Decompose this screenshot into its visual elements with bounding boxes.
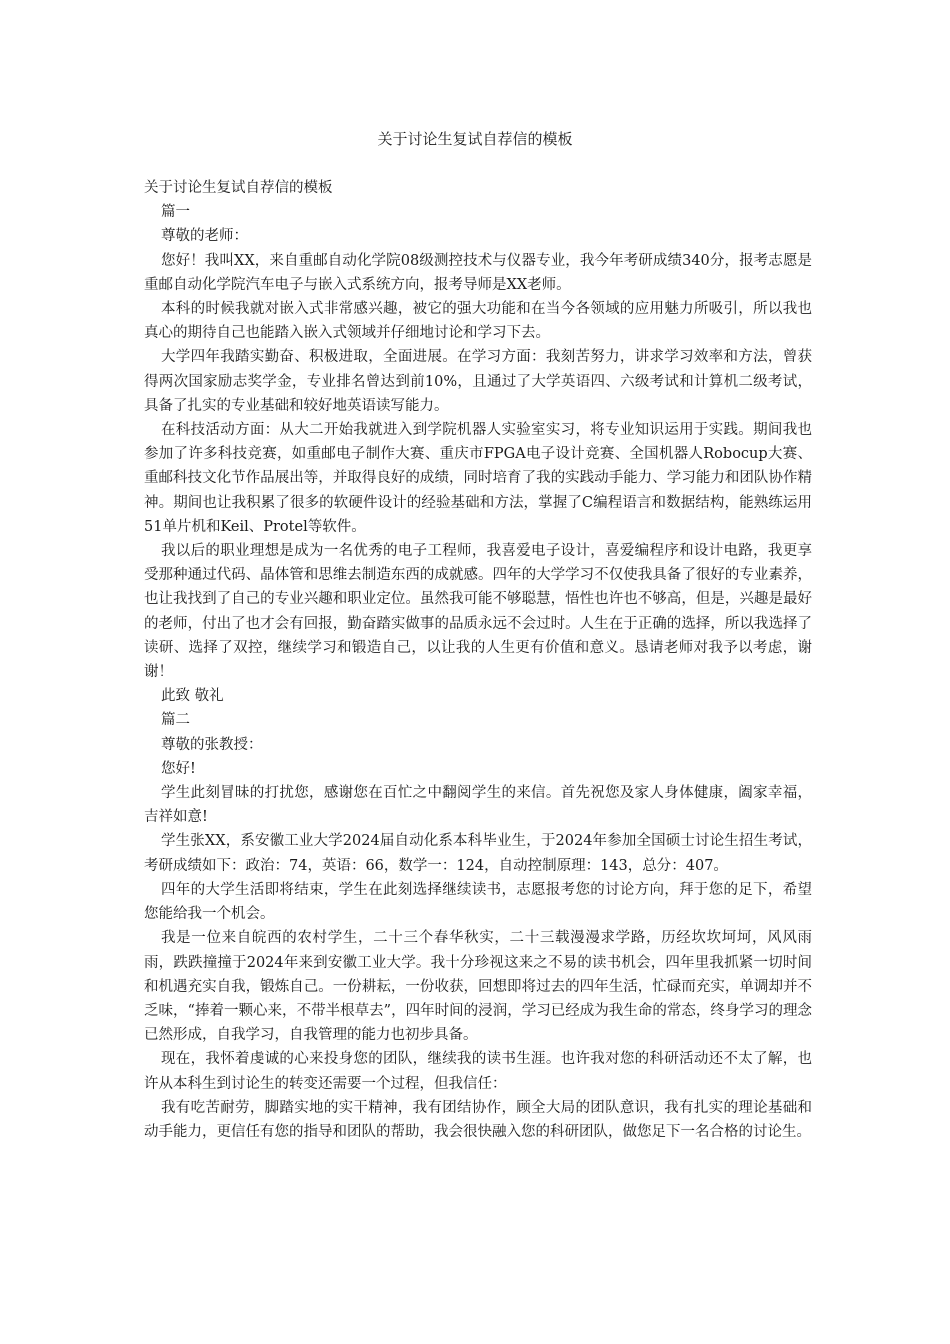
paragraph: 本科的时候我就对嵌入式非常感兴趣，被它的强大功能和在当今各领域的应用魅力所吸引，所以我也真心的期待自己也能踏入嵌入式领域并仔细地讨论和学习下去。 (144, 301, 812, 342)
paragraph: 四年的大学生活即将结束，学生在此刻选择继续读书，志愿报考您的讨论方向，拜于您的足下，希望您能给我一个机会。 (144, 881, 812, 923)
paragraph: 您好! (161, 760, 196, 777)
paragraph: 此致 敬礼 (161, 688, 224, 705)
paragraph: 我有吃苦耐劳，脚踏实地的实干精神，我有团结协作，顾全大局的团队意识，我有扎实的理论基础和动手能力，更信任有您的指导和团队的帮助，我会很快融入您的科研团队，做您足下一名合格的讨论生。 (144, 1099, 812, 1140)
paragraph: 尊敬的老师： (161, 228, 248, 245)
paragraph: 现在，我怀着虔诚的心来投身您的团队，继续我的读书生涯。也许我对您的科研活动还不太了解，也许从本科生到讨论生的转变还需要一个过程，但我信任： (144, 1051, 812, 1092)
paragraph: 篇二 (161, 712, 190, 729)
paragraph: 我是一位来自皖西的农村学生，二十三个春华秋实，二十三载漫漫求学路，历经坎坎坷坷，风风雨雨，跌跌撞撞于2024年来到安徽工业大学。我十分珍视这来之不易的读书机会，四年里我抓紧一切时间和机遇充实自我，锻炼自己。一份耕耘，一份收获，回想即将过去的四年生活，忙碌而充实，单调却并不乏味，“捧着一颗心来，不带半根草去”，四年时间的浸润，学习已经成为我生命的常态，终身学习的理念已然形成，自我学习，自我管理的能力也初步具备。 (144, 930, 812, 1044)
document-body (144, 176, 812, 1144)
paragraph: 您好！我叫XX，来自重邮自动化学院08级测控技术与仪器专业，我今年考研成绩340分，报考志愿是重邮自动化学院汽车电子与嵌入式系统方向，报考导师是XX老师。 (144, 252, 812, 293)
paragraph: 我以后的职业理想是成为一名优秀的电子工程师，我喜爱电子设计，喜爱编程序和设计电路，我更享受那种通过代码、晶体管和思维去制造东西的成就感。四年的大学学习不仅使我具备了很好的专业素养，也让我找到了自己的专业兴趣和职业定位。虽然我可能不够聪慧，悟性也许也不够高，但是，兴趣是最好的老师，付出了也才会有回报，勤奋踏实做事的品质永远不会过时。人生在于正确的选择，所以我选择了读研、选择了双控，继续学习和锻造自己，以让我的人生更有价值和意义。恳请老师对我予以考虑，谢谢！ (144, 543, 812, 681)
document-title: 关于讨论生复试自荐信的模板 (377, 130, 573, 148)
paragraph: 学生张XX，系安徽工业大学2024届自动化系本科毕业生，于2024年参加全国硕士讨论生招生考试，考研成绩如下：政治：74，英语：66，数学一：124，自动控制原理：143，总分：407。 (144, 833, 812, 874)
paragraph: 在科技活动方面：从大二开始我就进入到学院机器人实验室实习，将专业知识运用于实践。期间我也参加了许多科技竞赛，如重邮电子制作大赛、重庆市FPGA电子设计竞赛、全国机器人Robocup大赛、重邮科技文化节作品展出等，并取得良好的成绩，同时培育了我的实践动手能力、学习能力和团队协作精神。期间也让我积累了很多的软硬件设计的经验基础和方法，掌握了C编程语言和数据结构，能熟练运用51单片机和Keil、Protel等软件。 (144, 422, 812, 535)
paragraph: 关于讨论生复试自荐信的模板 (144, 180, 333, 196)
paragraph: 学生此刻冒昧的打扰您，感谢您在百忙之中翻阅学生的来信。首先祝您及家人身体健康，阖家幸福，吉祥如意! (144, 785, 812, 826)
paragraph: 篇一 (161, 204, 190, 221)
paragraph: 大学四年我踏实勤奋、积极进取，全面进展。在学习方面：我刻苦努力，讲求学习效率和方法，曾获得两次国家励志奖学金，专业排名曾达到前10%，且通过了大学英语四、六级考试和计算机二级考试，具备了扎实的专业基础和较好地英语读写能力。 (144, 349, 812, 414)
paragraph: 尊敬的张教授： (161, 736, 263, 753)
